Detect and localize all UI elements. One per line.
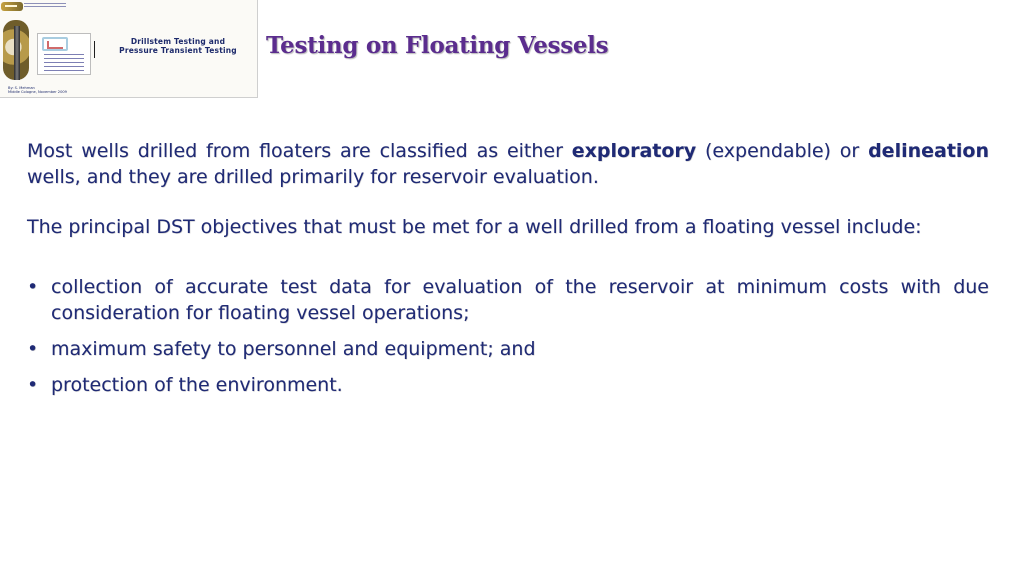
term-exploratory: exploratory (571, 140, 697, 162)
thumbnail-title-line1: Drillstem Testing and (130, 37, 226, 46)
thumbnail-title-line2: Pressure Transient Testing (119, 46, 237, 55)
thumbnail-title (108, 37, 248, 55)
intro-text-3: wells, and they are drilled primarily for reservoir evaluation. (27, 166, 599, 188)
objectives-paragraph: The principal DST objectives that must be met for a well drilled from a floating vessel include: (27, 216, 922, 238)
thumbnail-diagram-panel (37, 33, 91, 75)
term-delineation: delineation (868, 140, 989, 162)
list-item-text: maximum safety to personnel and equipment; and (51, 338, 536, 360)
slide-body (27, 138, 989, 408)
thumbnail-author-line1: By: S. Mehman (8, 86, 35, 90)
thumbnail-author-line2: Middle Cologne, November 2009 (8, 90, 67, 95)
bullet-icon: • (27, 276, 39, 298)
list-item-text: collection of accurate test data for evaluation of the reservoir at minimum costs with due consideration for floating vessel operations; (51, 276, 989, 324)
list-item-text: protection of the environment. (51, 374, 343, 396)
intro-text-2: (expendable) or (696, 140, 869, 162)
company-logo-icon (1, 2, 23, 11)
thumbnail-author (8, 86, 67, 95)
thumbnail-divider (94, 41, 95, 58)
list-item (27, 336, 989, 362)
objectives-list (27, 274, 989, 398)
drill-rod-image (14, 26, 20, 80)
intro-paragraph (27, 138, 989, 190)
list-item (27, 372, 989, 398)
list-item (27, 274, 989, 326)
diagram-logo-icon (42, 37, 68, 51)
bullet-icon: • (27, 374, 39, 396)
title-slide-thumbnail (0, 0, 258, 98)
thumbnail-header-lines (24, 3, 66, 9)
bullet-icon: • (27, 338, 39, 360)
slide-title: Testing on Floating Vessels (266, 32, 609, 59)
intro-text-1: Most wells drilled from floaters are classified as either (27, 140, 572, 162)
diagram-text-lines (44, 54, 84, 74)
